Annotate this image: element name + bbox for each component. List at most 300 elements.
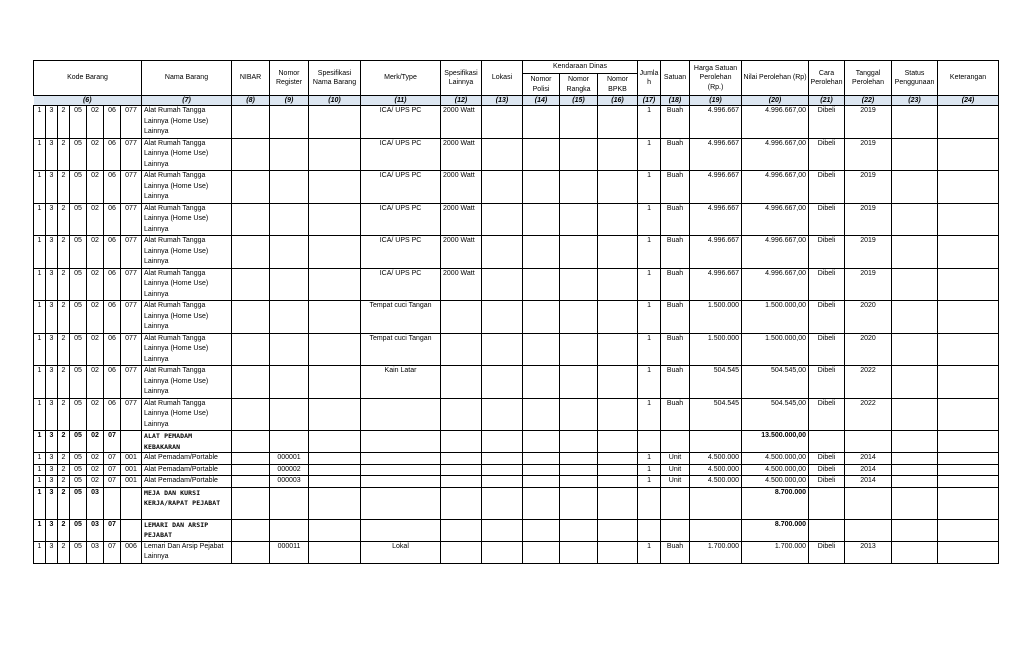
kode-akun: 1 (34, 519, 46, 541)
kode-kelompok: 3 (46, 519, 58, 541)
nama-barang-cell: Alat Rumah Tangga Lainnya (Home Use) Lainnya (142, 138, 232, 171)
kode-kelompok: 3 (46, 366, 58, 399)
kode-sub-rincian: 06 (104, 236, 121, 269)
merk-type-cell: ICA/ UPS PC (361, 106, 441, 139)
jumlah-cell (638, 431, 661, 453)
kode-rincian-objek: 02 (87, 106, 104, 139)
kode-sub-sub-rincian: 077 (121, 333, 142, 366)
kode-objek: 05 (70, 333, 87, 366)
header-nomor-register: Nomor Register (270, 61, 309, 96)
spesifikasi-nama-barang-cell (309, 138, 361, 171)
nomor-rangka-cell (560, 236, 598, 269)
nomor-bpkb-cell (598, 171, 638, 204)
spesifikasi-nama-barang-cell (309, 431, 361, 453)
kode-objek: 05 (70, 366, 87, 399)
lokasi-cell (482, 301, 523, 334)
kode-rincian-objek: 03 (87, 519, 104, 541)
satuan-cell (661, 519, 690, 541)
lokasi-cell (482, 541, 523, 563)
nomor-rangka-cell (560, 203, 598, 236)
keterangan-cell (938, 464, 999, 476)
table-row (34, 301, 999, 334)
nomor-register-cell (270, 301, 309, 334)
kode-jenis: 2 (58, 519, 70, 541)
jumlah-cell: 1 (638, 464, 661, 476)
harga-satuan-cell (690, 519, 742, 541)
kode-objek: 05 (70, 106, 87, 139)
nomor-polisi-cell (523, 431, 560, 453)
nama-barang-cell: LEMARI DAN ARSIP PEJABAT (142, 519, 232, 541)
kode-akun: 1 (34, 476, 46, 488)
harga-satuan-cell (690, 487, 742, 519)
nama-barang-cell: Alat Rumah Tangga Lainnya (Home Use) Lainnya (142, 106, 232, 139)
kode-jenis: 2 (58, 366, 70, 399)
lokasi-cell (482, 203, 523, 236)
nama-barang-cell: Alat Rumah Tangga Lainnya (Home Use) Lainnya (142, 333, 232, 366)
header-spesifikasi-nama-barang: Spesifikasi Nama Barang (309, 61, 361, 96)
merk-type-cell (361, 431, 441, 453)
lokasi-cell (482, 333, 523, 366)
spesifikasi-lainnya-cell: 2000 Watt (441, 268, 482, 301)
header-nomor-bpkb: Nomor BPKB (598, 74, 638, 96)
harga-satuan-cell: 4.996.667 (690, 203, 742, 236)
header-jumlah: Jumla h (638, 61, 661, 96)
kode-jenis: 2 (58, 398, 70, 431)
nilai-perolehan-cell: 4.500.000,00 (742, 453, 809, 465)
nomor-polisi-cell (523, 366, 560, 399)
nilai-perolehan-cell: 4.996.667,00 (742, 106, 809, 139)
nilai-perolehan-cell: 4.996.667,00 (742, 236, 809, 269)
header-nama-barang: Nama Barang (142, 61, 232, 96)
kode-sub-sub-rincian: 077 (121, 138, 142, 171)
nibar-cell (232, 366, 270, 399)
nomor-rangka-cell (560, 453, 598, 465)
nomor-rangka-cell (560, 106, 598, 139)
kode-akun: 1 (34, 203, 46, 236)
nomor-polisi-cell (523, 236, 560, 269)
status-penggunaan-cell (892, 171, 938, 204)
kode-sub-sub-rincian: 077 (121, 366, 142, 399)
column-number: (6) (34, 96, 142, 106)
group-row (34, 519, 999, 541)
kode-jenis: 2 (58, 268, 70, 301)
spesifikasi-nama-barang-cell (309, 453, 361, 465)
kode-sub-sub-rincian: 001 (121, 464, 142, 476)
status-penggunaan-cell (892, 487, 938, 519)
column-number: (21) (809, 96, 845, 106)
jumlah-cell: 1 (638, 138, 661, 171)
lokasi-cell (482, 138, 523, 171)
spesifikasi-lainnya-cell (441, 464, 482, 476)
harga-satuan-cell: 4.500.000 (690, 453, 742, 465)
nomor-bpkb-cell (598, 366, 638, 399)
status-penggunaan-cell (892, 541, 938, 563)
spesifikasi-lainnya-cell: 2000 Watt (441, 171, 482, 204)
status-penggunaan-cell (892, 519, 938, 541)
keterangan-cell (938, 236, 999, 269)
satuan-cell: Buah (661, 301, 690, 334)
column-number-row (34, 96, 999, 106)
jumlah-cell: 1 (638, 203, 661, 236)
kode-kelompok: 3 (46, 138, 58, 171)
harga-satuan-cell: 4.996.667 (690, 138, 742, 171)
nomor-polisi-cell (523, 541, 560, 563)
nomor-bpkb-cell (598, 464, 638, 476)
nilai-perolehan-cell: 504.545,00 (742, 366, 809, 399)
status-penggunaan-cell (892, 236, 938, 269)
cara-perolehan-cell: Dibeli (809, 138, 845, 171)
header-tanggal-perolehan: Tanggal Perolehan (845, 61, 892, 96)
nomor-polisi-cell (523, 487, 560, 519)
nomor-polisi-cell (523, 333, 560, 366)
spesifikasi-lainnya-cell (441, 519, 482, 541)
column-number: (12) (441, 96, 482, 106)
nomor-polisi-cell (523, 301, 560, 334)
kode-kelompok: 3 (46, 476, 58, 488)
nama-barang-cell: Alat Pemadam/Portable (142, 476, 232, 488)
tanggal-perolehan-cell: 2022 (845, 366, 892, 399)
nama-barang-cell: MEJA DAN KURSI KERJA/RAPAT PEJABAT (142, 487, 232, 519)
table-row (34, 333, 999, 366)
nomor-polisi-cell (523, 453, 560, 465)
status-penggunaan-cell (892, 138, 938, 171)
nama-barang-cell: Alat Rumah Tangga Lainnya (Home Use) Lainnya (142, 301, 232, 334)
nibar-cell (232, 541, 270, 563)
nomor-rangka-cell (560, 138, 598, 171)
lokasi-cell (482, 236, 523, 269)
column-number: (15) (560, 96, 598, 106)
nomor-rangka-cell (560, 464, 598, 476)
kode-rincian-objek: 03 (87, 487, 104, 519)
nomor-bpkb-cell (598, 519, 638, 541)
nomor-register-cell (270, 138, 309, 171)
header-status-penggunaan: Status Penggunaan (892, 61, 938, 96)
status-penggunaan-cell (892, 268, 938, 301)
kode-sub-rincian: 06 (104, 333, 121, 366)
table-row (34, 464, 999, 476)
keterangan-cell (938, 171, 999, 204)
tanggal-perolehan-cell (845, 519, 892, 541)
table-row (34, 171, 999, 204)
table-row (34, 268, 999, 301)
nibar-cell (232, 487, 270, 519)
header-keterangan: Keterangan (938, 61, 999, 96)
kode-sub-rincian: 06 (104, 268, 121, 301)
column-number: (18) (661, 96, 690, 106)
kode-jenis: 2 (58, 138, 70, 171)
spesifikasi-nama-barang-cell (309, 398, 361, 431)
column-number: (17) (638, 96, 661, 106)
status-penggunaan-cell (892, 464, 938, 476)
group-row (34, 431, 999, 453)
nama-barang-cell: ALAT PEMADAM KEBAKARAN (142, 431, 232, 453)
group-row (34, 487, 999, 519)
nilai-perolehan-cell: 13.500.000,00 (742, 431, 809, 453)
kode-objek: 05 (70, 487, 87, 519)
jumlah-cell: 1 (638, 301, 661, 334)
column-number: (22) (845, 96, 892, 106)
cara-perolehan-cell (809, 431, 845, 453)
keterangan-cell (938, 333, 999, 366)
merk-type-cell: Lokal (361, 541, 441, 563)
kode-jenis: 2 (58, 476, 70, 488)
kode-sub-sub-rincian: 006 (121, 541, 142, 563)
kode-sub-rincian: 06 (104, 106, 121, 139)
spesifikasi-nama-barang-cell (309, 301, 361, 334)
merk-type-cell (361, 398, 441, 431)
column-number: (16) (598, 96, 638, 106)
jumlah-cell: 1 (638, 236, 661, 269)
satuan-cell: Buah (661, 236, 690, 269)
spesifikasi-lainnya-cell: 2000 Watt (441, 138, 482, 171)
nama-barang-cell: Alat Rumah Tangga Lainnya (Home Use) Lainnya (142, 171, 232, 204)
header-spesifikasi-lainnya: Spesifikasi Lainnya (441, 61, 482, 96)
cara-perolehan-cell (809, 487, 845, 519)
nomor-bpkb-cell (598, 236, 638, 269)
cara-perolehan-cell: Dibeli (809, 268, 845, 301)
keterangan-cell (938, 476, 999, 488)
nomor-register-cell (270, 333, 309, 366)
kode-objek: 05 (70, 464, 87, 476)
kode-rincian-objek: 02 (87, 236, 104, 269)
nibar-cell (232, 171, 270, 204)
spesifikasi-nama-barang-cell (309, 268, 361, 301)
nibar-cell (232, 268, 270, 301)
status-penggunaan-cell (892, 453, 938, 465)
jumlah-cell (638, 487, 661, 519)
nomor-rangka-cell (560, 333, 598, 366)
table-row (34, 106, 999, 139)
nilai-perolehan-cell: 4.996.667,00 (742, 203, 809, 236)
merk-type-cell: ICA/ UPS PC (361, 236, 441, 269)
nibar-cell (232, 519, 270, 541)
kode-rincian-objek: 02 (87, 301, 104, 334)
tanggal-perolehan-cell: 2020 (845, 301, 892, 334)
kode-sub-sub-rincian (121, 519, 142, 541)
keterangan-cell (938, 453, 999, 465)
kode-rincian-objek: 02 (87, 171, 104, 204)
kode-sub-rincian: 06 (104, 366, 121, 399)
tanggal-perolehan-cell (845, 487, 892, 519)
keterangan-cell (938, 541, 999, 563)
nomor-polisi-cell (523, 519, 560, 541)
spesifikasi-lainnya-cell: 2000 Watt (441, 106, 482, 139)
nilai-perolehan-cell: 4.500.000,00 (742, 464, 809, 476)
nibar-cell (232, 203, 270, 236)
spesifikasi-nama-barang-cell (309, 519, 361, 541)
lokasi-cell (482, 464, 523, 476)
kode-kelompok: 3 (46, 333, 58, 366)
jumlah-cell: 1 (638, 476, 661, 488)
header-nilai-perolehan: Nilai Perolehan (Rp) (742, 61, 809, 96)
nama-barang-cell: Alat Pemadam/Portable (142, 453, 232, 465)
jumlah-cell (638, 519, 661, 541)
kode-sub-rincian: 07 (104, 464, 121, 476)
jumlah-cell: 1 (638, 106, 661, 139)
spesifikasi-nama-barang-cell (309, 487, 361, 519)
spesifikasi-lainnya-cell: 2000 Watt (441, 236, 482, 269)
merk-type-cell (361, 464, 441, 476)
nibar-cell (232, 333, 270, 366)
status-penggunaan-cell (892, 398, 938, 431)
cara-perolehan-cell: Dibeli (809, 541, 845, 563)
spesifikasi-lainnya-cell (441, 301, 482, 334)
harga-satuan-cell: 4.996.667 (690, 106, 742, 139)
nomor-polisi-cell (523, 138, 560, 171)
cara-perolehan-cell: Dibeli (809, 366, 845, 399)
merk-type-cell (361, 453, 441, 465)
jumlah-cell: 1 (638, 398, 661, 431)
nama-barang-cell: Alat Rumah Tangga Lainnya (Home Use) Lainnya (142, 203, 232, 236)
keterangan-cell (938, 519, 999, 541)
harga-satuan-cell: 4.500.000 (690, 464, 742, 476)
nomor-register-cell (270, 268, 309, 301)
header-lokasi: Lokasi (482, 61, 523, 96)
nomor-register-cell (270, 171, 309, 204)
nama-barang-cell: Alat Rumah Tangga Lainnya (Home Use) Lainnya (142, 268, 232, 301)
spesifikasi-nama-barang-cell (309, 106, 361, 139)
cara-perolehan-cell: Dibeli (809, 171, 845, 204)
kode-objek: 05 (70, 236, 87, 269)
kode-akun: 1 (34, 398, 46, 431)
nomor-register-cell (270, 431, 309, 453)
spesifikasi-nama-barang-cell (309, 333, 361, 366)
nomor-bpkb-cell (598, 333, 638, 366)
satuan-cell: Buah (661, 138, 690, 171)
kode-jenis: 2 (58, 487, 70, 519)
harga-satuan-cell: 1.500.000 (690, 333, 742, 366)
inventory-table (33, 60, 999, 564)
tanggal-perolehan-cell: 2014 (845, 476, 892, 488)
nomor-bpkb-cell (598, 106, 638, 139)
nomor-polisi-cell (523, 268, 560, 301)
header-nibar: NIBAR (232, 61, 270, 96)
nomor-bpkb-cell (598, 431, 638, 453)
kode-objek: 05 (70, 138, 87, 171)
cara-perolehan-cell: Dibeli (809, 236, 845, 269)
spesifikasi-nama-barang-cell (309, 171, 361, 204)
nomor-bpkb-cell (598, 541, 638, 563)
kode-objek: 05 (70, 268, 87, 301)
tanggal-perolehan-cell (845, 431, 892, 453)
cara-perolehan-cell: Dibeli (809, 464, 845, 476)
nilai-perolehan-cell: 4.996.667,00 (742, 138, 809, 171)
keterangan-cell (938, 431, 999, 453)
nama-barang-cell: Alat Rumah Tangga Lainnya (Home Use) Lainnya (142, 236, 232, 269)
harga-satuan-cell: 504.545 (690, 366, 742, 399)
lokasi-cell (482, 106, 523, 139)
tanggal-perolehan-cell: 2019 (845, 268, 892, 301)
header-nomor-polisi: Nomor Polisi (523, 74, 560, 96)
nomor-register-cell (270, 203, 309, 236)
nomor-polisi-cell (523, 464, 560, 476)
nilai-perolehan-cell: 1.500.000,00 (742, 301, 809, 334)
nomor-rangka-cell (560, 519, 598, 541)
lokasi-cell (482, 268, 523, 301)
harga-satuan-cell: 4.996.667 (690, 236, 742, 269)
kode-kelompok: 3 (46, 487, 58, 519)
nilai-perolehan-cell: 1.700.000 (742, 541, 809, 563)
column-number: (20) (742, 96, 809, 106)
keterangan-cell (938, 106, 999, 139)
table-row (34, 398, 999, 431)
kode-rincian-objek: 02 (87, 431, 104, 453)
nomor-rangka-cell (560, 268, 598, 301)
nibar-cell (232, 301, 270, 334)
kode-objek: 05 (70, 431, 87, 453)
kode-sub-sub-rincian: 077 (121, 171, 142, 204)
harga-satuan-cell: 1.500.000 (690, 301, 742, 334)
spesifikasi-lainnya-cell (441, 453, 482, 465)
kode-kelompok: 3 (46, 236, 58, 269)
nilai-perolehan-cell: 8.700.000 (742, 519, 809, 541)
kode-sub-sub-rincian: 001 (121, 453, 142, 465)
nilai-perolehan-cell: 4.996.667,00 (742, 268, 809, 301)
kode-rincian-objek: 02 (87, 453, 104, 465)
column-number: (24) (938, 96, 999, 106)
nomor-bpkb-cell (598, 301, 638, 334)
kode-objek: 05 (70, 476, 87, 488)
nomor-polisi-cell (523, 171, 560, 204)
merk-type-cell: Tempat cuci Tangan (361, 301, 441, 334)
kode-sub-sub-rincian: 077 (121, 268, 142, 301)
column-number: (11) (361, 96, 441, 106)
nibar-cell (232, 106, 270, 139)
kode-kelompok: 3 (46, 203, 58, 236)
kode-sub-sub-rincian (121, 431, 142, 453)
nibar-cell (232, 476, 270, 488)
nilai-perolehan-cell: 4.996.667,00 (742, 171, 809, 204)
satuan-cell: Buah (661, 106, 690, 139)
nomor-rangka-cell (560, 487, 598, 519)
kode-rincian-objek: 02 (87, 333, 104, 366)
keterangan-cell (938, 301, 999, 334)
nibar-cell (232, 464, 270, 476)
tanggal-perolehan-cell: 2019 (845, 138, 892, 171)
kode-sub-rincian: 07 (104, 541, 121, 563)
spesifikasi-nama-barang-cell (309, 464, 361, 476)
nama-barang-cell: Alat Rumah Tangga Lainnya (Home Use) Lainnya (142, 366, 232, 399)
column-number: (19) (690, 96, 742, 106)
kode-jenis: 2 (58, 106, 70, 139)
kode-rincian-objek: 02 (87, 398, 104, 431)
kode-sub-sub-rincian: 077 (121, 236, 142, 269)
kode-sub-rincian: 07 (104, 519, 121, 541)
column-number: (13) (482, 96, 523, 106)
kode-jenis: 2 (58, 236, 70, 269)
lokasi-cell (482, 453, 523, 465)
merk-type-cell (361, 487, 441, 519)
kode-jenis: 2 (58, 453, 70, 465)
table-row (34, 541, 999, 563)
column-number: (14) (523, 96, 560, 106)
inventory-sheet (33, 60, 993, 564)
lokasi-cell (482, 366, 523, 399)
kode-akun: 1 (34, 171, 46, 204)
satuan-cell: Buah (661, 398, 690, 431)
lokasi-cell (482, 487, 523, 519)
nomor-bpkb-cell (598, 487, 638, 519)
kode-objek: 05 (70, 398, 87, 431)
nama-barang-cell: Alat Rumah Tangga Lainnya (Home Use) Lainnya (142, 398, 232, 431)
kode-jenis: 2 (58, 203, 70, 236)
nomor-bpkb-cell (598, 453, 638, 465)
tanggal-perolehan-cell: 2014 (845, 453, 892, 465)
kode-akun: 1 (34, 236, 46, 269)
kode-kelompok: 3 (46, 171, 58, 204)
column-number: (10) (309, 96, 361, 106)
nomor-register-cell (270, 398, 309, 431)
